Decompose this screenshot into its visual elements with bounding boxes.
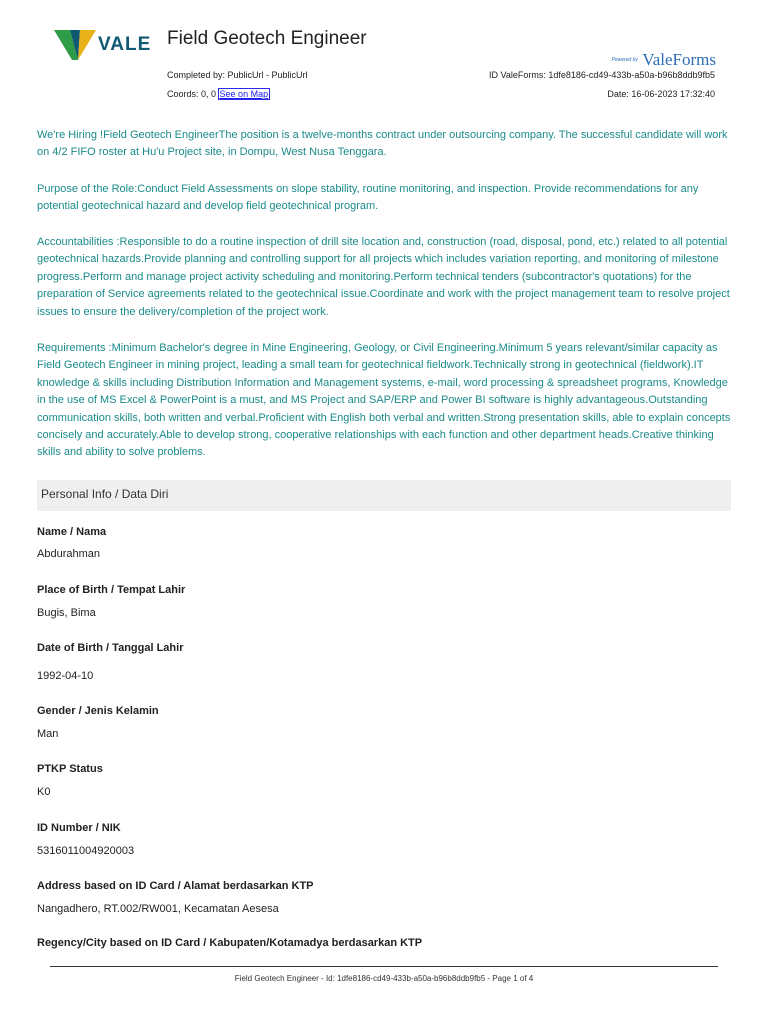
page-title: Field Geotech Engineer bbox=[167, 28, 367, 49]
powered-by-label: Powered by bbox=[611, 57, 638, 63]
powered-by-valeforms bbox=[560, 50, 716, 68]
field-value-ptkp-status: K0 bbox=[37, 786, 51, 798]
field-label-address: Address based on ID Card / Alamat berdasarkan KTP bbox=[37, 880, 314, 892]
field-label-name: Name / Nama bbox=[37, 526, 107, 538]
section-personal-info bbox=[37, 480, 731, 511]
vale-logo-mark-icon bbox=[54, 26, 98, 62]
intro-hiring: We're Hiring !Field Geotech EngineerThe position is a twelve-months contract under outsourcing company. The successful candidate will work on 4/2 FIFO roster at Hu'u Project site, in Dompu, West Nusa Tenggara. bbox=[37, 129, 728, 159]
field-label-place-of-birth: Place of Birth / Tempat Lahir bbox=[37, 584, 186, 596]
field-value-date-of-birth: 1992-04-10 bbox=[37, 670, 94, 682]
see-on-map-link[interactable]: See on Map bbox=[219, 89, 269, 99]
valeforms-brand: ValeForms bbox=[642, 50, 716, 69]
field-label-gender: Gender / Jenis Kelamin bbox=[37, 705, 159, 717]
form-date: Date: 16-06-2023 17:32:40 bbox=[607, 89, 715, 99]
intro-requirements: Requirements :Minimum Bachelor's degree in Mine Engineering, Geology, or Civil Engineering.Minimum 5 years relevant/similar capacity as Field Geotech Engineer in mining project, leading a small team for geotechnical fieldwork.Technically strong in geotechnical (fieldwork).IT knowledge & skills including Distribution Information and Management systems, e-mail, word processing & spreadsheet programs, Knowledge in the use of MS Excel & PowerPoint is a must, and MS Project and SAP/ERP and Power BI software is highly advantageous.Outstanding communication skills, both written and verbal.Proficient with English both verbal and written.Strong presentation skills, able to explain concepts concisely and accurately.Able to develop strong, cooperative relationships with each function and other department heads.Creative thinking skills and ability to solve problems. bbox=[37, 342, 731, 459]
field-value-name: Abdurahman bbox=[37, 548, 100, 560]
vale-logo bbox=[54, 26, 174, 66]
footer-divider bbox=[50, 966, 718, 967]
field-value-address: Nangadhero, RT.002/RW001, Kecamatan Aesesa bbox=[37, 903, 279, 915]
intro-accountabilities: Accountabilities :Responsible to do a routine inspection of drill site location and, construction (road, disposal, pond, etc.) related to all potential geotechnical hazards.Provide planning and controlling support for all projects which includes variation reporting, and monitoring of milestone progress.Perform and manage project activity scheduling and monitoring.Perform technical tenders (subcontractor's quotations) for the preparation of Service agreements related to the geotechnical issue.Coordinate and work with the project management team to resolve project issues to ensure the delivery/completion of the project work. bbox=[37, 236, 730, 318]
form-id: ID ValeForms: 1dfe8186-cd49-433b-a50a-b96b8ddb9fb5 bbox=[489, 70, 715, 80]
page-footer: Field Geotech Engineer - Id: 1dfe8186-cd49-433b-a50a-b96b8ddb9fb5 - Page 1 of 4 bbox=[234, 974, 534, 983]
field-label-regency: Regency/City based on ID Card / Kabupaten/Kotamadya berdasarkan KTP bbox=[37, 937, 423, 949]
logo-text: VALE bbox=[98, 34, 152, 55]
form-header bbox=[0, 0, 768, 110]
field-label-date-of-birth: Date of Birth / Tanggal Lahir bbox=[37, 642, 184, 654]
section-title: Personal Info / Data Diri bbox=[41, 487, 169, 501]
field-value-place-of-birth: Bugis, Bima bbox=[37, 607, 96, 619]
field-value-gender: Man bbox=[37, 728, 59, 740]
intro-purpose: Purpose of the Role:Conduct Field Assessments on slope stability, routine monitoring, and inspection. Provide recommendations for any potential geotechnical hazard and develop field geotechnical program. bbox=[37, 183, 699, 213]
field-value-id-number: 5316011004920003 bbox=[37, 845, 135, 857]
coords-row bbox=[167, 89, 269, 99]
field-label-ptkp-status: PTKP Status bbox=[37, 763, 103, 775]
completed-by: Completed by: PublicUrl - PublicUrl bbox=[167, 70, 308, 80]
coords-text: Coords: 0, 0 bbox=[167, 89, 217, 99]
field-label-id-number: ID Number / NIK bbox=[37, 822, 121, 834]
